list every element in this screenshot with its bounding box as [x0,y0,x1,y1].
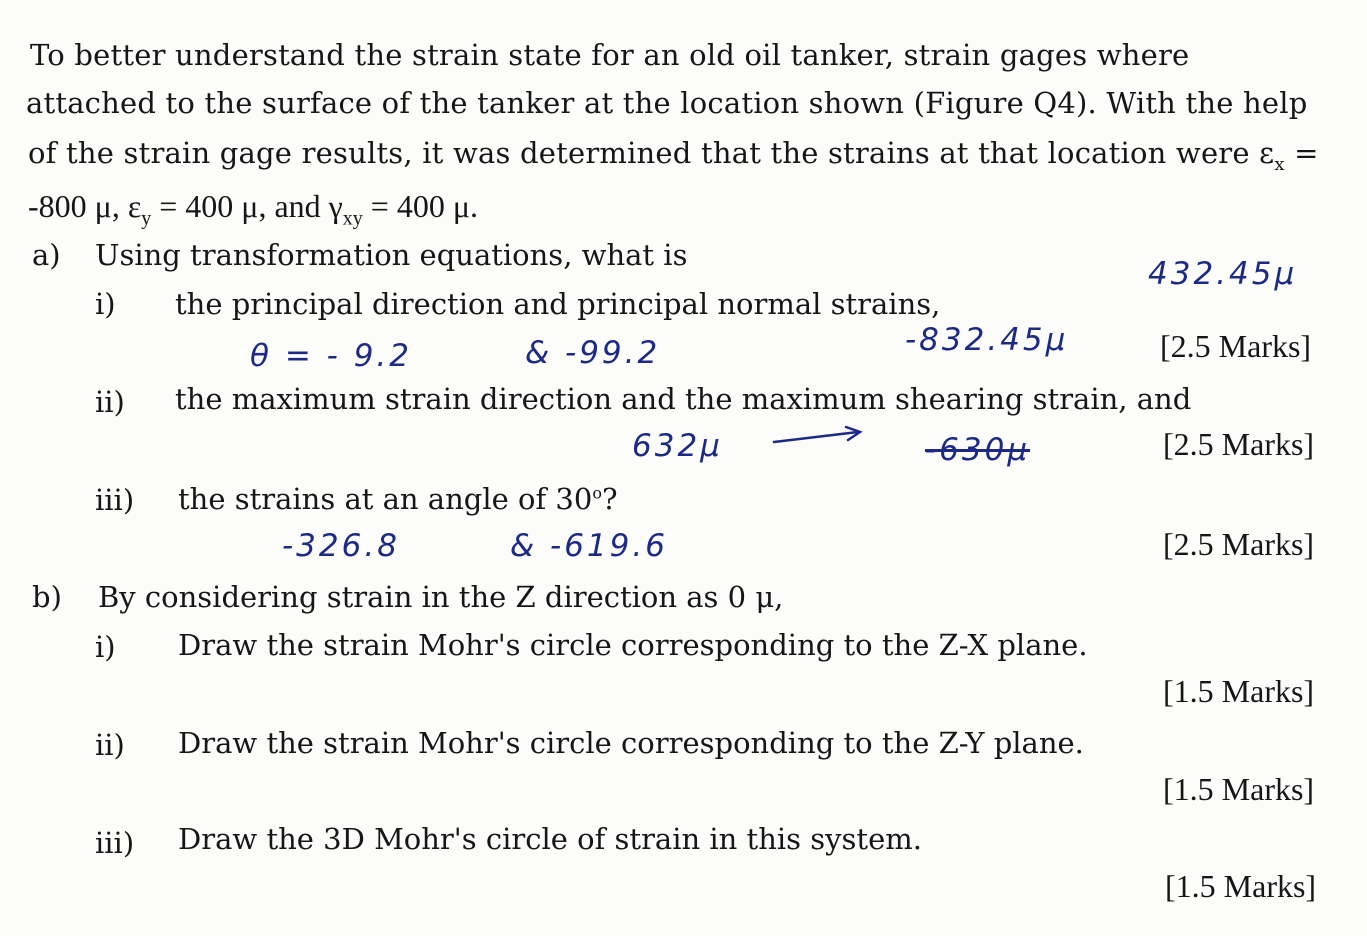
part-a-iii-num: iii) [95,483,135,517]
handwritten-theta: θ = - 9.2 [250,338,412,374]
part-b-i-marks: [1.5 Marks] [1163,673,1315,709]
part-a-label: a) [32,238,61,272]
subscript-x: x [1274,153,1285,175]
handwritten-arrow-icon [770,422,870,452]
handwritten-strain-30-first: -326.8 [282,528,400,564]
intro-line-4-end: = 400 μ. [362,188,478,224]
intro-line-3-end: = [1284,136,1319,170]
part-b-label: b) [32,580,62,614]
part-b-ii-marks: [1.5 Marks] [1163,771,1315,807]
part-a-iii-text-main: the strains at an angle of 30 [178,482,593,516]
part-a-ii-marks: [2.5 Marks] [1163,426,1315,462]
part-a-i-marks: [2.5 Marks] [1160,328,1312,364]
intro-line-4-mid: = 400 μ, and γ [151,188,343,224]
handwritten-strain-30-second: & -619.6 [510,528,668,564]
part-a-iii-text [178,482,618,516]
handwritten-angle-2: & -99.2 [525,335,661,371]
intro-line-4 [28,188,478,230]
part-a-text: Using transformation equations, what is [95,238,688,272]
part-b-iii-marks: [1.5 Marks] [1165,868,1317,904]
subscript-y: y [141,207,152,230]
part-a-ii-text: the maximum strain direction and the maximum shearing strain, and [175,382,1192,416]
part-b-ii-num: ii) [95,728,125,762]
part-a-ii-num: ii) [95,385,125,419]
intro-line-1: To better understand the strain state for an old oil tanker, strain gages where [30,38,1190,72]
part-a-iii-question-mark: ? [601,482,618,516]
part-b-iii-num: iii) [95,826,135,860]
intro-line-4-start: -800 μ, ε [28,188,142,224]
intro-line-2: attached to the surface of the tanker at the location shown (Figure Q4). With the help [26,86,1308,120]
part-b-ii-text: Draw the strain Mohr's circle corresponding to the Z-Y plane. [178,726,1084,760]
handwritten-min-strain: -832.45μ [905,322,1069,358]
part-a-iii-marks: [2.5 Marks] [1163,526,1315,562]
handwritten-max-strain-dir: 632μ [632,428,723,464]
part-b-iii-text: Draw the 3D Mohr's circle of strain in this system. [178,822,922,856]
degree-symbol: o [592,483,602,503]
part-b-i-text: Draw the strain Mohr's circle corresponding to the Z-X plane. [178,628,1088,662]
part-b-text: By considering strain in the Z direction as 0 μ, [98,580,784,614]
part-a-i-num: i) [95,287,116,321]
subscript-xy: xy [342,207,363,230]
intro-line-3 [28,136,1319,175]
handwritten-max-strain: 432.45μ [1148,256,1298,292]
handwritten-max-shear: -630μ [925,432,1031,468]
part-a-i-text: the principal direction and principal normal strains, [175,287,941,321]
part-b-i-num: i) [95,630,116,664]
intro-line-3-text: of the strain gage results, it was determined that the strains at that location were ε [28,136,1275,170]
